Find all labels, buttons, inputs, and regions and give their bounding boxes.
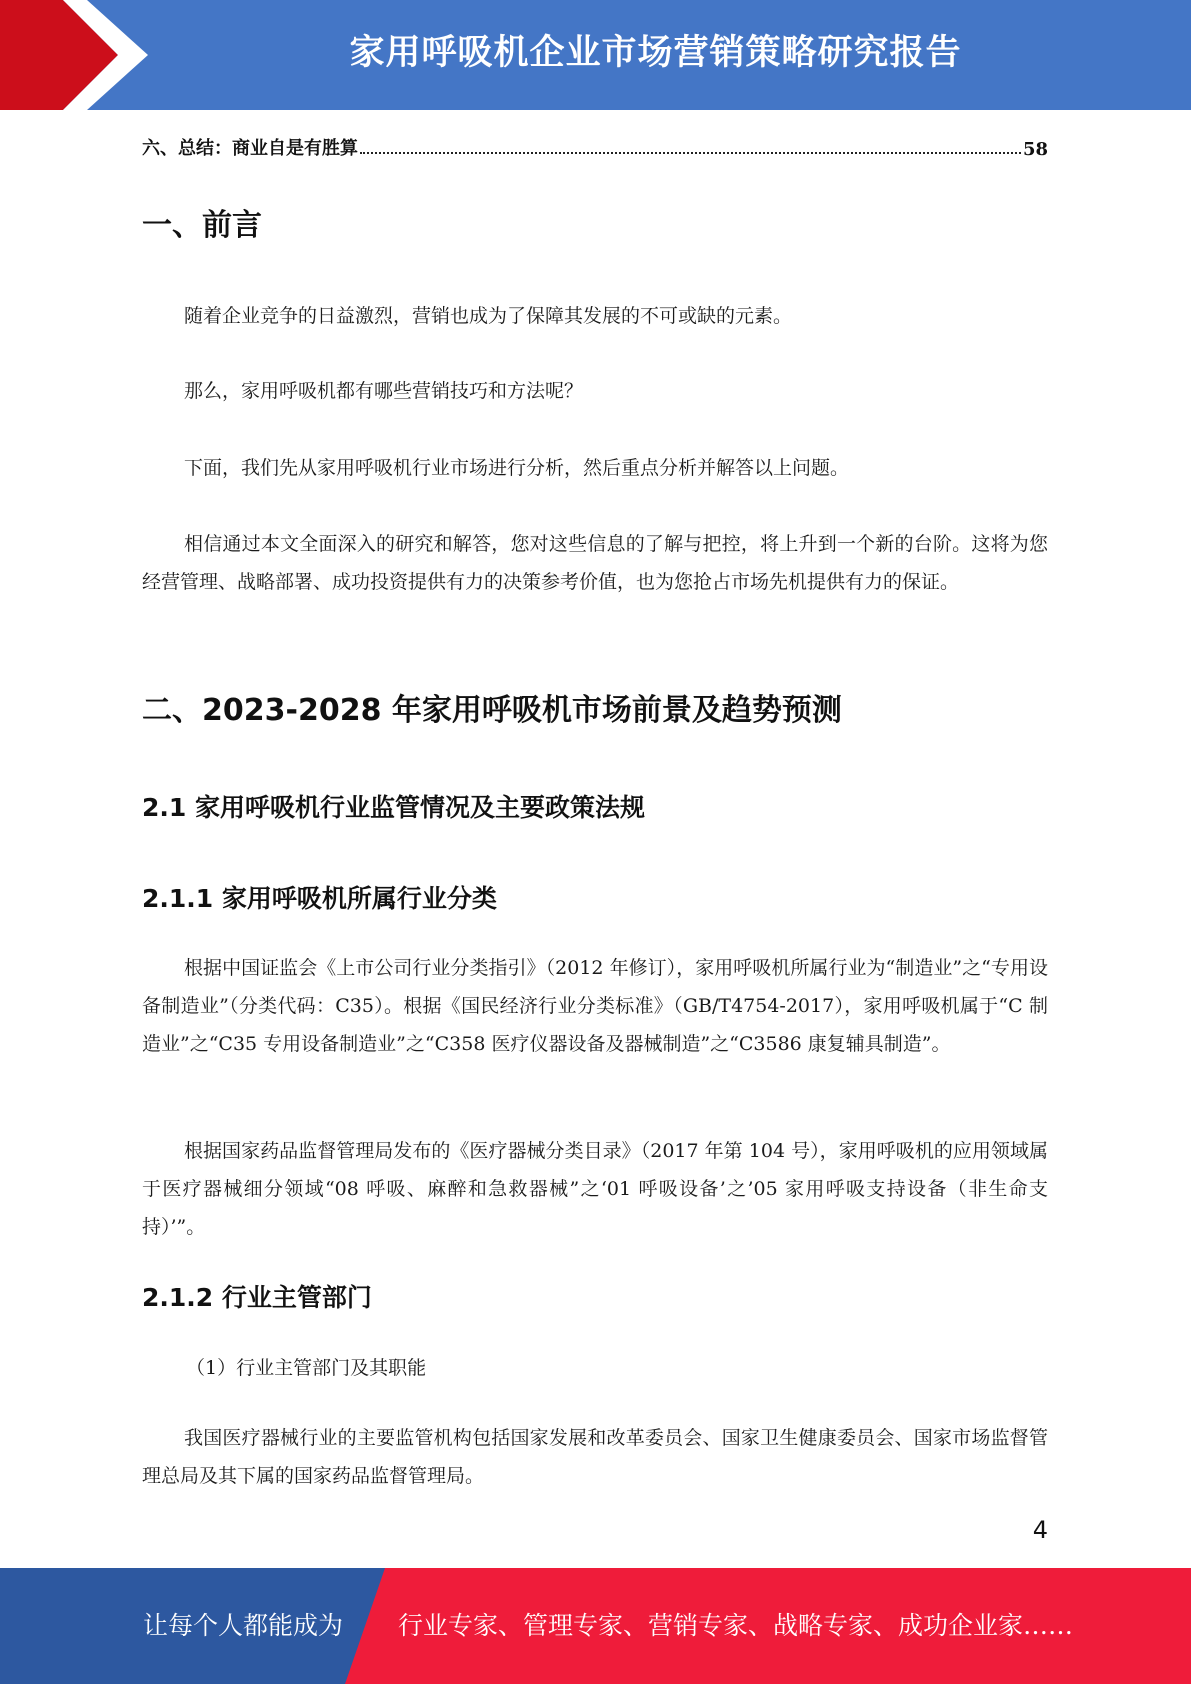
section-2-1-2-paragraph-1: 我国医疗器械行业的主要监管机构包括国家发展和改革委员会、国家卫生健康委员会、国家市场监督管理总局及其下属的国家药品监督管理局。: [142, 1427, 1048, 1487]
section-2-1-1-paragraph-1: 根据中国证监会《上市公司行业分类指引》（2012 年修订），家用呼吸机所属行业为“制造业”之“专用设备制造业”（分类代码：C35）。根据《国民经济行业分类标准》（GB/T4754-2017），家用呼吸机属于“C 制造业”之“C35 专用设备制造业”之“C358 医疗仪器设备及器械制造”之“C3586 康复辅具制造”。: [142, 957, 1048, 1055]
report-title: 家用呼吸机企业市场营销策略研究报告: [349, 33, 962, 73]
list-item-heading: （1）行业主管部门及其职能: [186, 1357, 427, 1379]
page-number: 4: [1032, 1516, 1048, 1544]
toc-entry-label: 六、总结：商业自是有胜算: [142, 138, 358, 159]
section-2-1-heading: 2.1 家用呼吸机行业监管情况及主要政策法规: [142, 793, 645, 822]
page-footer: [0, 1568, 1191, 1684]
section-1-paragraph-4: 相信通过本文全面深入的研究和解答，您对这些信息的了解与把控，将上升到一个新的台阶。这将为您经营管理、战略部署、成功投资提供有力的决策参考价值，也为您抢占市场先机提供有力的保证。: [142, 533, 1048, 593]
section-1-paragraph-1: 随着企业竞争的日益激烈，营销也成为了保障其发展的不可或缺的元素。: [184, 305, 793, 327]
section-1-heading: 一、前言: [142, 208, 262, 243]
section-2-1-2-heading: 2.1.2 行业主管部门: [142, 1283, 372, 1312]
toc-leader-dots: [360, 152, 1021, 154]
red-arrow-chevron-icon: [0, 0, 160, 110]
section-1-paragraph-3: 下面，我们先从家用呼吸机行业市场进行分析，然后重点分析并解答以上问题。: [184, 457, 850, 479]
page-header: [0, 0, 1191, 110]
section-2-1-1-paragraph-2: 根据国家药品监督管理局发布的《医疗器械分类目录》（2017 年第 104 号），家用呼吸机的应用领域属于医疗器械细分领域“08 呼吸、麻醉和急救器械”之‘01 呼吸设备’之’05 家用呼吸支持设备（非生命支持）’”。: [142, 1140, 1048, 1238]
section-2-1-1-heading: 2.1.1 家用呼吸机所属行业分类: [142, 884, 497, 913]
footer-slogan-left: 让每个人都能成为: [143, 1611, 344, 1640]
section-1-paragraph-2: 那么，家用呼吸机都有哪些营销技巧和方法呢？: [184, 380, 584, 402]
toc-entry-page: 58: [1022, 139, 1048, 160]
section-2-heading: 二、2023-2028 年家用呼吸机市场前景及趋势预测: [142, 693, 842, 728]
toc-entry[interactable]: [142, 130, 1048, 160]
footer-slogan-right: 行业专家、管理专家、营销专家、战略专家、成功企业家……: [398, 1611, 1074, 1640]
